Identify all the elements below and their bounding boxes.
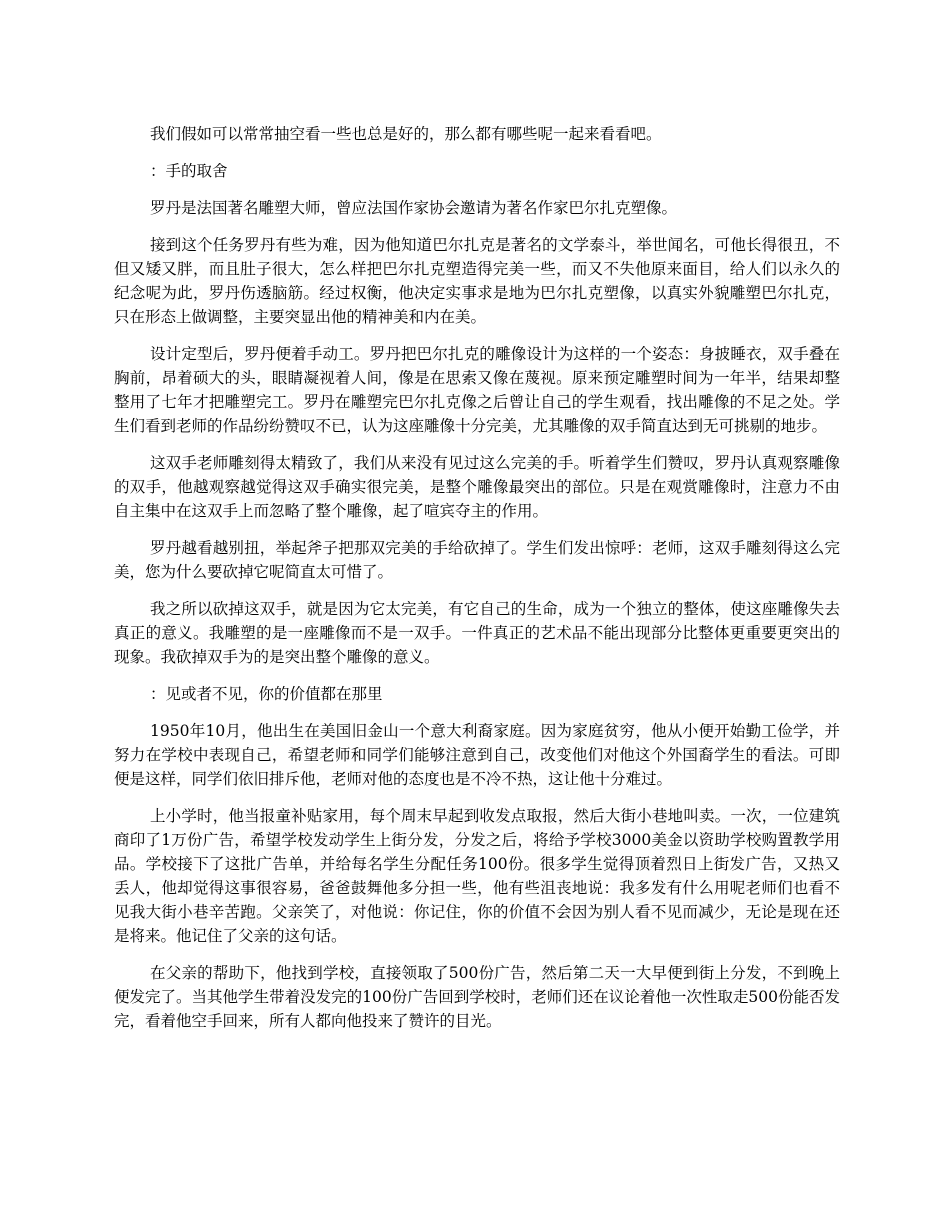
paragraph-intro: 我们假如可以常常抽空看一些也总是好的，那么都有哪些呢一起来看看吧。 <box>150 125 662 143</box>
paragraph: 设计定型后，罗丹便着手动工。罗丹把巴尔扎克的雕像设计为这样的一个姿态：身披睡衣，双手叠在胸前，昂着硕大的头，眼睛凝视着人间，像是在思索又像在蔑视。原来预定雕塑时间为一年半，结果却整整用了七年才把雕塑完工。罗丹在雕塑完巴尔扎克像之后曾让自己的学生观看，找出雕像的不足之处。学生们看到老师的作品纷纷赞叹不已，认为这座雕像十分完美，尤其雕像的双手简直达到无可挑剔的地步。 <box>114 345 840 435</box>
document-body <box>114 122 840 1046</box>
paragraph: 罗丹是法国著名雕塑大师，曾应法国作家协会邀请为著名作家巴尔扎克塑像。 <box>150 199 678 217</box>
section-heading-value: ：见或者不见，你的价值都在那里 <box>150 685 383 703</box>
paragraph: 我之所以砍掉这双手，就是因为它太完美，有它自己的生命，成为一个独立的整体，使这座雕像失去真正的意义。我雕塑的是一座雕像而不是一双手。一件真正的艺术品不能出现部分比整体更重要更突出的现象。我砍掉双手为的是突出整个雕像的意义。 <box>114 600 840 666</box>
paragraph: 1950年10月，他出生在美国旧金山一个意大利裔家庭。因为家庭贫穷，他从小便开始勤工俭学，并努力在学校中表现自己，希望老师和同学们能够注意到自己，改变他们对他这个外国裔学生的看法。可即便是这样，同学们依旧排斥他，老师对他的态度也是不冷不热，这让他十分难过。 <box>114 722 840 788</box>
paragraph: 罗丹越看越别扭，举起斧子把那双完美的手给砍掉了。学生们发出惊呼：老师，这双手雕刻得这么完美，您为什么要砍掉它呢简直太可惜了。 <box>114 539 840 581</box>
paragraph: 接到这个任务罗丹有些为难，因为他知道巴尔扎克是著名的文学泰斗，举世闻名，可他长得很丑，不但又矮又胖，而且肚子很大，怎么样把巴尔扎克塑造得完美一些，而又不失他原来面目，给人们以永久的纪念呢为此，罗丹伤透脑筋。经过权衡，他决定实事求是地为巴尔扎克塑像，以真实外貌雕塑巴尔扎克，只在形态上做调整，主要突显出他的精神美和内在美。 <box>114 236 840 326</box>
section-heading-hand: ：手的取舍 <box>150 162 228 180</box>
paragraph: 这双手老师雕刻得太精致了，我们从来没有见过这么完美的手。听着学生们赞叹，罗丹认真观察雕像的双手，他越观察越觉得这双手确实很完美，是整个雕像最突出的部位。只是在观赏雕像时，注意力不由自主集中在这双手上而忽略了整个雕像，起了喧宾夺主的作用。 <box>114 454 840 520</box>
paragraph: 上小学时，他当报童补贴家用，每个周末早起到收发点取报，然后大街小巷地叫卖。一次，一位建筑商印了1万份广告，希望学校发动学生上街分发，分发之后，将给予学校3000美金以资助学校购置教学用品。学校接下了这批广告单，并给每名学生分配任务100份。很多学生觉得顶着烈日上街发广告，又热又丢人，他却觉得这事很容易，爸爸鼓舞他多分担一些，他有些沮丧地说：我多发有什么用呢老师们也看不见我大街小巷辛苦跑。父亲笑了，对他说：你记住，你的价值不会因为别人看不见而减少，无论是现在还是将来。他记住了父亲的这句话。 <box>114 807 840 945</box>
paragraph: 在父亲的帮助下，他找到学校，直接领取了500份广告，然后第二天一大早便到街上分发，不到晚上便发完了。当其他学生带着没发完的100份广告回到学校时，老师们还在议论着他一次性取走500份能否发完，看着他空手回来，所有人都向他投来了赞许的目光。 <box>114 964 840 1030</box>
